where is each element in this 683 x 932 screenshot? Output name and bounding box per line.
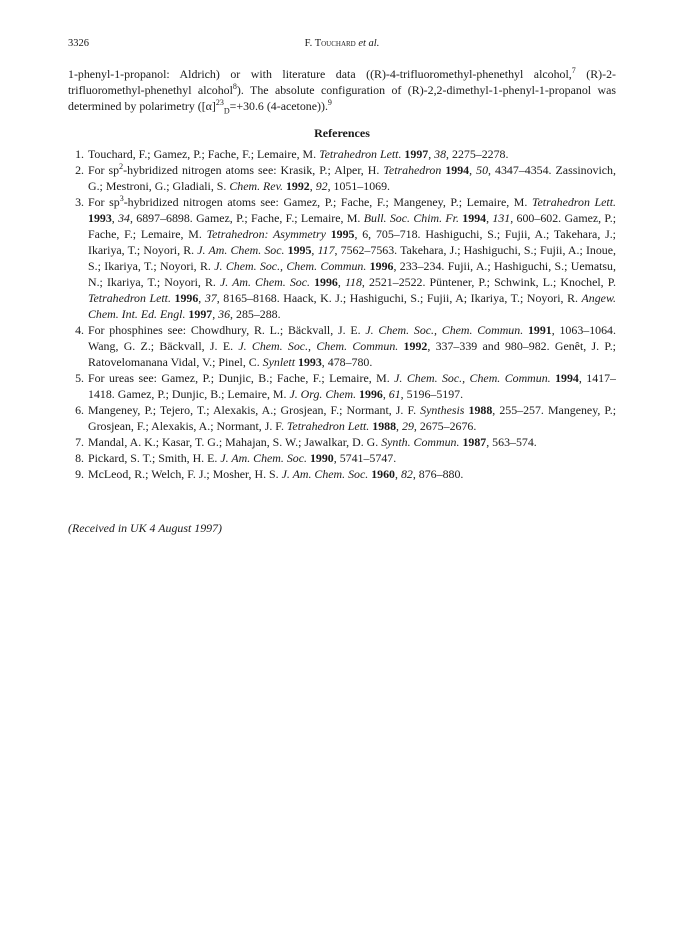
text-run: , 876–880. [412,467,464,481]
text-run: , 563–574. [486,435,537,449]
text-run: 131 [492,211,511,225]
text-run: For sp [88,195,120,209]
text-run: J. Chem. Soc., Chem. Commun. [214,259,367,273]
text-run: , [396,419,402,433]
text-run: 1-phenyl-1-propanol: Aldrich) or with literature data ((R)-4-trifluoromethyl-phenethyl alcohol, [68,67,572,81]
text-run: , 4347–4354. Zassinovich, G.; Mestroni, G.; Gladiali, S. [88,163,616,193]
references-heading: References [314,126,370,140]
running-head-author: F. Touchard [304,38,356,49]
text-run: 1960 [371,467,395,481]
text-run: , 7562–7563. Takehara, J.; Hashiguchi, S.; Fujii, A.; Inoue, S.; Ikariya, T.; Noyori, R. [88,243,616,273]
text-run: 1994 [445,163,470,177]
text-run: Tetrahedron Lett. [531,195,616,209]
text-run: J. Am. Chem. Soc. [281,467,369,481]
text-run: Tetrahedron Lett. [286,419,370,433]
running-head [68,38,616,49]
text-run: 29 [402,419,414,433]
text-run: , 6897–6898. Gamez, P.; Fache, F.; Lemaire, M. [129,211,364,225]
text-run: J. Org. Chem. [289,387,357,401]
text-run: Synthesis [420,403,465,417]
text-run: 117 [317,243,335,257]
text-run: 1995 [287,243,312,257]
text-run: , [428,147,435,161]
reference-number: 9. [75,467,84,481]
text-run: -hybridized nitrogen atoms see: Krasik, P.; Alper, H. [123,163,384,177]
text-run: 1996 [369,259,394,273]
text-run: , [469,163,477,177]
text-run: Pickard, S. T.; Smith, H. E. [88,451,221,465]
text-run: 1991 [527,323,552,337]
text-run: 92 [315,179,328,193]
text-run: Touchard, F.; Gamez, P.; Fache, F.; Lemaire, M. [88,147,320,161]
text-run: (R)-2-trifluoromethyl-phenethyl alcohol [68,67,616,97]
text-run: Tetrahedron: Asymmetry [206,227,326,241]
reference-item [68,146,616,162]
text-run: J. Chem. Soc., Chem. Commun. [238,339,399,353]
text-run: 1996 [359,387,383,401]
text-run: , 5741–5747. [333,451,397,465]
text-run: McLeod, R.; Welch, F. J.; Mosher, H. S. [88,467,282,481]
text-run: For phosphines see: Chowdhury, R. L.; Bäckvall, J. E. [88,323,366,337]
text-run: , 337–339 and 980–982. Genêt, J. P.; Ratovelomanana Vidal, V.; Pinel, C. [88,339,616,369]
reference-item [68,370,616,402]
text-run: Bull. Soc. Chim. Fr. [363,211,459,225]
text-run: 50 [476,163,489,177]
page-number: 3326 [68,38,89,49]
text-run: 1996 [314,275,338,289]
text-run: 1987 [462,435,487,449]
text-run: 23 [215,98,224,108]
text-run: 1997 [404,147,429,161]
reference-number: 2. [75,163,84,177]
text-run: , [337,275,345,289]
text-run: 36 [218,307,231,321]
text-run: J. Chem. Soc., Chem. Commun. [365,323,524,337]
text-run: D [223,106,230,116]
text-run: 3 [119,194,124,204]
text-run: Tetrahedron Lett. [319,147,402,161]
text-run: =+30.6 (4-acetone)). [229,99,328,113]
text-run: 1994 [555,371,579,385]
text-run: , [311,243,318,257]
reference-item [68,194,616,322]
reference-number: 8. [75,451,84,465]
reference-item [68,434,616,450]
text-run: , [111,211,119,225]
references-list [68,146,616,482]
text-run: 1988 [372,419,397,433]
text-run: ). The absolute configuration of (R)-2,2-dimethyl-1-phenyl-1-propanol was determined by polarimetry ([α] [68,83,616,113]
text-run: , 1417–1418. Gamez, P.; Dunjic, B.; Lemaire, M. [88,371,616,401]
text-run: , 5196–5197. [400,387,464,401]
text-run: Mangeney, P.; Tejero, T.; Alexakis, A.; Grosjean, F.; Normant, J. F. [88,403,421,417]
reference-item [68,322,616,370]
text-run: 7 [571,66,576,76]
text-run: 38 [434,147,447,161]
text-run: , 1063–1064. Wang, G. Z.; Bäckvall, J. E. [88,323,616,353]
text-run: Tetrahedron [383,163,442,177]
text-run: 1997 [188,307,213,321]
text-run: J. Am. Chem. Soc. [197,243,285,257]
text-run: , [198,291,205,305]
reference-item [68,450,616,466]
text-run: , [382,387,389,401]
text-run: 1990 [309,451,334,465]
text-run: Synlett [262,355,296,369]
text-run: , 2521–2522. Püntener, P.; Schwink, L.; Knochel, P. [361,275,617,289]
text-run: , 255–257. Mangeney, P.; Grosjean, F.; Alexakis, A.; Normant, J. F. [88,403,616,433]
text-run: 37 [204,291,217,305]
received-date: (Received in UK 4 August 1997) [68,521,222,535]
text-run: 118 [344,275,362,289]
text-run: , [395,467,401,481]
text-run: 1993 [298,355,322,369]
reference-item [68,162,616,194]
text-run: , [309,179,316,193]
text-run: J. Chem. Soc., Chem. Commun. [394,371,551,385]
running-head-etal: et al. [358,38,380,49]
text-run: , 1051–1069. [327,179,391,193]
text-run: 82 [400,467,413,481]
text-run: , 2275–2278. [446,147,509,161]
text-run: 1993 [88,211,112,225]
text-run: -hybridized nitrogen atoms see: Gamez, P.; Fache, F.; Mangeney, P.; Lemaire, M. [123,195,532,209]
reference-number: 5. [75,371,84,385]
reference-number: 7. [75,435,84,449]
page-header [68,38,616,54]
text-run: 1988 [468,403,493,417]
text-run: , 2675–2676. [413,419,477,433]
text-run: 1992 [403,339,428,353]
reference-number: 1. [75,147,84,161]
reference-number: 6. [75,403,84,417]
text-run: Angew. Chem. Int. Ed. Engl. [88,291,616,321]
text-run: , 8165–8168. Haack, K. J.; Hashiguchi, S.; Fujii, A; Ikariya, T.; Noyori, R. [216,291,582,305]
text-run: 1996 [174,291,199,305]
text-run: , 478–780. [321,355,373,369]
reference-item [68,466,616,482]
text-run: 61 [388,387,401,401]
text-run: 8 [232,82,237,92]
text-run: 2 [119,162,124,172]
text-run: 9 [327,98,332,108]
text-run: 1995 [330,227,355,241]
text-run: Synth. Commun. [381,435,460,449]
text-run: , [486,211,493,225]
text-run: Chem. Rev. [229,179,283,193]
text-run: 1994 [462,211,487,225]
text-run: For ureas see: Gamez, P.; Dunjic, B.; Fache, F.; Lemaire, M. [88,371,395,385]
text-run: J. Am. Chem. Soc. [219,275,310,289]
text-run: , 6, 705–718. Hashiguchi, S.; Fujii, A.; Takehara, J.; Ikariya, T.; Noyori, R. [88,227,616,257]
intro-paragraph [68,66,616,114]
text-run: 1992 [285,179,310,193]
text-run: , 600–602. Gamez, P.; Fache, F.; Lemaire, M. [88,211,617,241]
text-run: J. Am. Chem. Soc. [220,451,307,465]
text-run: 34 [118,211,130,225]
reference-item [68,402,616,434]
text-run: , 233–234. Fujii, A.; Hashiguchi, S.; Uematsu, N.; Ikariya, T.; Noyori, R. [88,259,616,289]
reference-number: 4. [75,323,84,337]
text-run: , 285–288. [230,307,281,321]
text-run: , [212,307,219,321]
text-run: For sp [88,163,120,177]
text-run: Mandal, A. K.; Kasar, T. G.; Mahajan, S. W.; Jawalkar, D. G. [88,435,382,449]
text-run: Tetrahedron Lett. [88,291,171,305]
reference-number: 3. [75,195,84,209]
